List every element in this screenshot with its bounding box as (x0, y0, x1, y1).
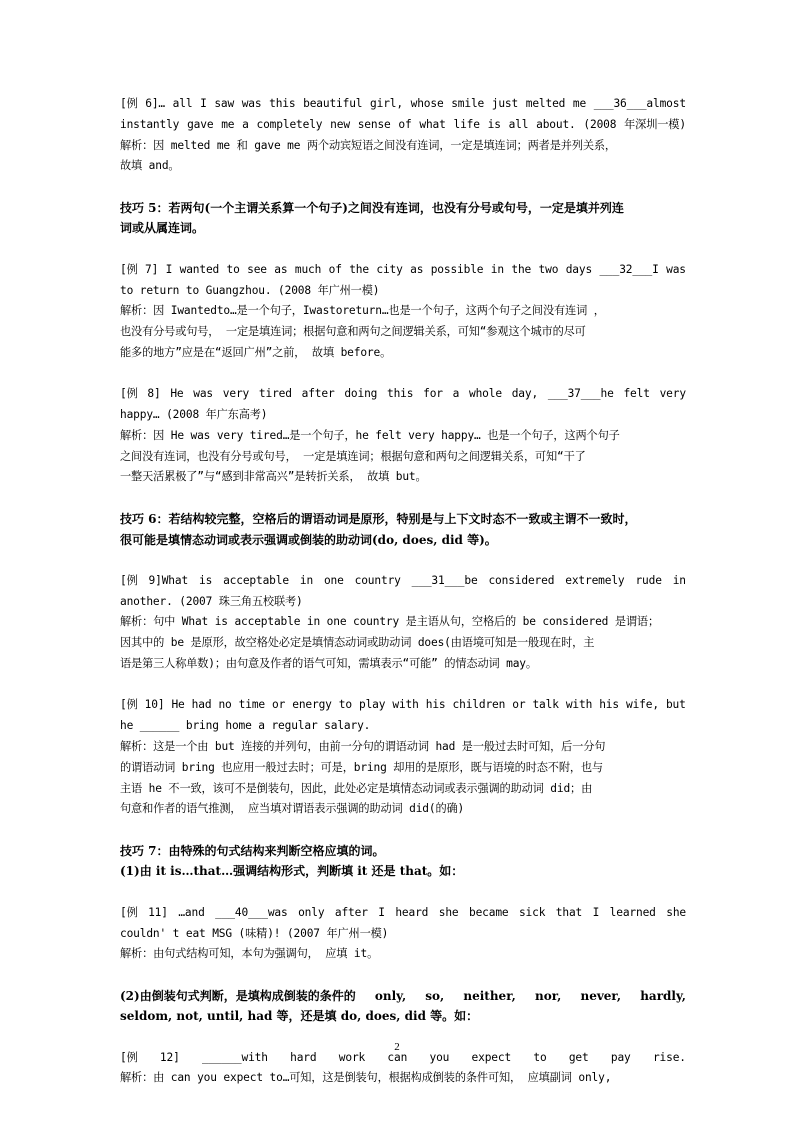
technique-heading (120, 509, 686, 551)
text-line: [例 7] I wanted to see as much of the city as possible in the two days ___32___I was (120, 262, 686, 276)
text-line: 因其中的 be 是原形，故空格处必定是填情态动词或助动词 does(由语境可知是一般现在时，主 (120, 636, 595, 650)
text-line: [例 6]… all I saw was this beautiful girl, whose smile just melted me ___36___almost (120, 97, 686, 110)
text-line: 解析：由 can you expect to…可知，这是倒装句，根据构成倒装的条件可知， 应填副词 only, (120, 1071, 612, 1085)
technique-heading (120, 986, 686, 1028)
technique-heading (120, 841, 686, 883)
text-line: 技巧 6：若结构较完整，空格后的谓语动词是原形，特别是与上下文时态不一致或主谓不一致时， (120, 511, 637, 526)
text-line: 解析：因 He was very tired…是一个句子，he felt very happy… 也是一个句子，这两个句子 (120, 428, 620, 442)
text-line: (1)由 it is…that…强调结构形式，判断填 it 还是 that。如： (120, 864, 464, 879)
text-line: happy… (2008 年广东高考) (120, 408, 268, 422)
paragraph-gap (120, 965, 686, 986)
text-line: seldom, not, until, had 等，还是填 do, does, did 等。如： (120, 1009, 479, 1024)
text-line: to return to Guangzhou. (2008 年广州一模) (120, 283, 380, 297)
text-line: instantly gave me a completely new sense of what life is all about. (2008 年深圳一模) (120, 117, 686, 131)
paragraph-gap (120, 820, 686, 841)
text-line: [例 12] ______with hard work can you expect to get pay rise. (120, 1050, 686, 1064)
text-line: 技巧 7：由特殊的句式结构来判断空格应填的词。 (120, 843, 385, 858)
text-line: 语是第三人称单数)；由句意及作者的语气可知，需填表示“可能” 的情态动词 may。 (120, 657, 537, 671)
paragraph-gap (120, 488, 686, 509)
text-line: 主语 he 不一致，该可不是倒装句，因此，此处必定是填情态动词或表示强调的助动词 did；由 (120, 781, 593, 795)
text-line: 技巧 5：若两句(一个主谓关系算一个句子)之间没有连词，也没有分号或句号，一定是填并列连 (120, 200, 624, 215)
text-line: 能多的地方”应是在“返回广州”之前， 故填 before。 (120, 345, 392, 359)
text-line: 解析：因 melted me 和 gave me 两个动宾短语之间没有连词，一定是填连词；两者是并列关系， (120, 138, 616, 152)
text-line: 的谓语动词 bring 也应用一般过去时；可是，bring 却用的是原形，既与语境的时态不附，也与 (120, 760, 603, 774)
text-line: [例 10] He had no time or energy to play with his children or talk with his wife, but (120, 698, 686, 712)
text-line: 解析：由句式结构可知，本句为强调句， 应填 it。 (120, 947, 379, 961)
text-line: 一整天活累极了”与“感到非常高兴”是转折关系， 故填 but。 (120, 470, 427, 484)
text-line: 解析：句中 What is acceptable in one country 是主语从句，空格后的 be considered 是谓语； (120, 615, 659, 629)
text-line: (2)由倒装句式判断，是填构成倒装的条件的 only, so, neither, nor, never, hardly, (120, 988, 686, 1003)
paragraph-gap (120, 550, 686, 571)
text-line: 故填 and。 (120, 159, 180, 173)
example-paragraph (120, 384, 686, 488)
paragraph-gap (120, 882, 686, 903)
text-line: 很可能是填情态动词或表示强调或倒装的助动词(do, does, did 等)。 (120, 532, 497, 547)
document-body (120, 94, 686, 1089)
paragraph-gap (120, 177, 686, 198)
technique-heading (120, 198, 686, 240)
text-line: 词或从属连词。 (120, 221, 205, 236)
text-line: [例 11] …and ___40___was only after I heard she became sick that I learned she (120, 905, 686, 919)
text-line: [例 8] He was very tired after doing this for a whole day, ___37___he felt very (120, 387, 686, 401)
paragraph-gap (120, 675, 686, 696)
text-line: he ______ bring home a regular salary. (120, 719, 371, 733)
paragraph-gap (120, 239, 686, 260)
example-paragraph (120, 571, 686, 675)
example-paragraph (120, 260, 686, 364)
text-line: [例 9]What is acceptable in one country ___31___be considered extremely rude in (120, 573, 686, 587)
text-line: 解析：因 Iwantedto…是一个句子，Iwastoreturn…也是一个句子，这两个句子之间没有连词 ， (120, 304, 605, 318)
example-paragraph (120, 94, 686, 177)
text-line: couldn' t eat MSG (味精)! (2007 年广州一模) (120, 926, 389, 940)
text-line: 也没有分号或句号， 一定是填连词；根据句意和两句之间逻辑关系，可知“参观这个城市的尽可 (120, 325, 586, 339)
text-line: 句意和作者的语气推测， 应当填对谓语表示强调的助动词 did(的确) (120, 802, 465, 816)
text-line: 解析：这是一个由 but 连接的并列句，由前一分句的谓语动词 had 是一般过去时可知，后一分句 (120, 739, 606, 753)
example-paragraph (120, 695, 686, 820)
example-paragraph (120, 1048, 686, 1090)
example-paragraph (120, 903, 686, 965)
text-line: another. (2007 珠三角五校联考) (120, 594, 303, 608)
paragraph-gap (120, 364, 686, 385)
page-number: 2 (394, 1041, 400, 1053)
text-line: 之间没有连词，也没有分号或句号， 一定是填连词；根据句意和两句之间逻辑关系，可知“干了 (120, 449, 586, 463)
